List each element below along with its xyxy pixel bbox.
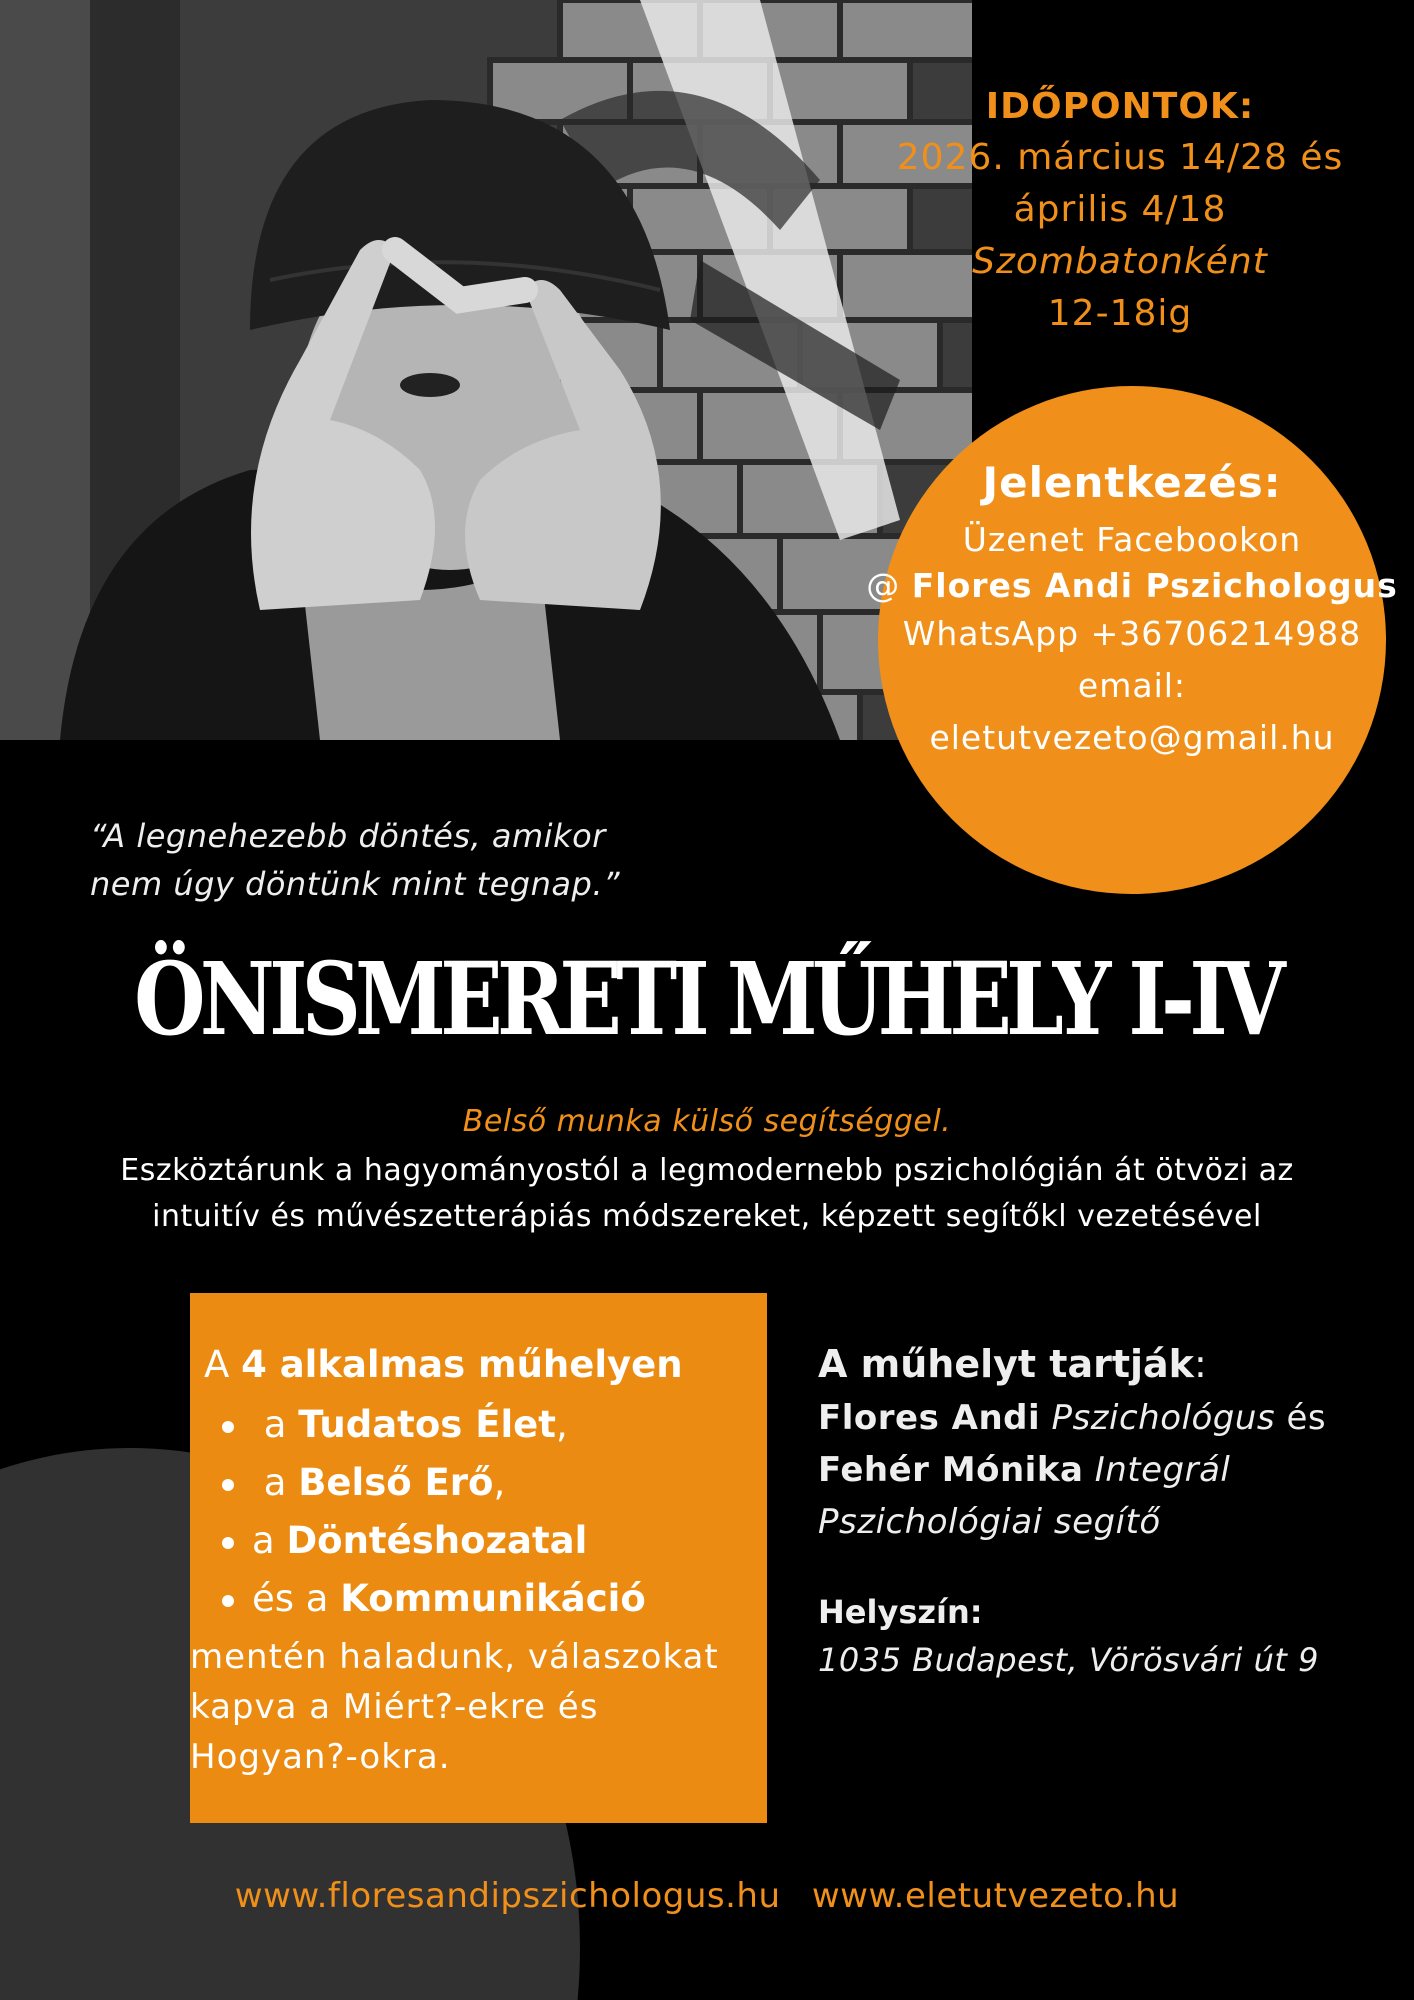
- presenters-section: [818, 1336, 1398, 1684]
- at-sign: @: [866, 566, 901, 605]
- workshop-item: és a Kommunikáció: [222, 1577, 646, 1620]
- bullet-icon: [222, 1595, 234, 1607]
- quote-line: “A legnehezebb döntés, amikor: [90, 817, 606, 855]
- workshop-item: a Belső Erő,: [222, 1461, 505, 1504]
- dates-heading: IDŐPONTOK:: [985, 86, 1255, 127]
- presenters-heading: A műhelyt tartják:: [818, 1342, 1207, 1386]
- intro-line: intuitív és művészetterápiás módszereket, képzett segítőkl vezetésével: [152, 1199, 1262, 1234]
- workshop-lead: A 4 alkalmas műhelyen: [204, 1343, 683, 1386]
- contact-email[interactable]: eletutvezeto@gmail.hu: [929, 718, 1335, 757]
- photo-illustration: [0, 0, 972, 740]
- dates-section: [880, 82, 1360, 340]
- dates-line: április 4/18: [1013, 189, 1227, 230]
- workshop-item: a Tudatos Élet,: [222, 1403, 568, 1446]
- quote-line: nem úgy döntünk mint tegnap.”: [90, 865, 621, 903]
- website-link-2[interactable]: www.eletutvezeto.hu: [811, 1876, 1180, 1916]
- footer-links: [0, 1876, 1414, 1916]
- bullet-icon: [222, 1421, 234, 1433]
- intro-line: Eszköztárunk a hagyományostól a legmodernebb pszichológián át ötvözi az: [120, 1153, 1294, 1188]
- page-title: ÖNISMERETI MŰHELY I-IV: [134, 940, 1280, 1058]
- bullet-icon: [222, 1537, 234, 1549]
- location-address: 1035 Budapest, Vörösvári út 9: [818, 1641, 1319, 1679]
- contact-heading: Jelentkezés:: [982, 458, 1282, 507]
- contact-facebook[interactable]: [858, 566, 1406, 605]
- website-link-1[interactable]: www.floresandipszichologus.hu: [234, 1876, 781, 1916]
- contact-circle: [866, 386, 1398, 894]
- quote: [90, 812, 730, 908]
- workshop-closing: mentén haladunk, válaszokat: [190, 1637, 719, 1677]
- location-label: Helyszín:: [818, 1593, 983, 1631]
- facebook-page-name: Flores Andi Pszichologus: [911, 566, 1398, 605]
- workshop-item: a Döntéshozatal: [222, 1519, 587, 1562]
- presenter-2: Fehér Mónika Integrál: [818, 1450, 1231, 1490]
- portrait-photo: [0, 0, 972, 740]
- workshop-closing: Hogyan?-okra.: [190, 1737, 451, 1777]
- dates-day: Szombatonként: [972, 241, 1268, 282]
- workshop-closing: kapva a Miért?-ekre és: [190, 1687, 599, 1727]
- contact-email-label: email:: [1077, 666, 1187, 705]
- subtitle: Belső munka külső segítséggel.: [462, 1104, 952, 1139]
- dates-time: 12-18ig: [1047, 293, 1193, 334]
- presenter-1: Flores Andi Pszichológus és: [818, 1398, 1327, 1438]
- bullet-icon: [222, 1479, 234, 1491]
- workshop-box: [190, 1293, 767, 1823]
- presenter-2-role: Pszichológiai segítő: [818, 1502, 1161, 1542]
- contact-whatsapp[interactable]: WhatsApp +36706214988: [902, 614, 1362, 653]
- contact-line: Üzenet Facebookon: [962, 520, 1302, 559]
- dates-line: 2026. március 14/28 és: [896, 137, 1344, 178]
- intro-text: [40, 1148, 1374, 1240]
